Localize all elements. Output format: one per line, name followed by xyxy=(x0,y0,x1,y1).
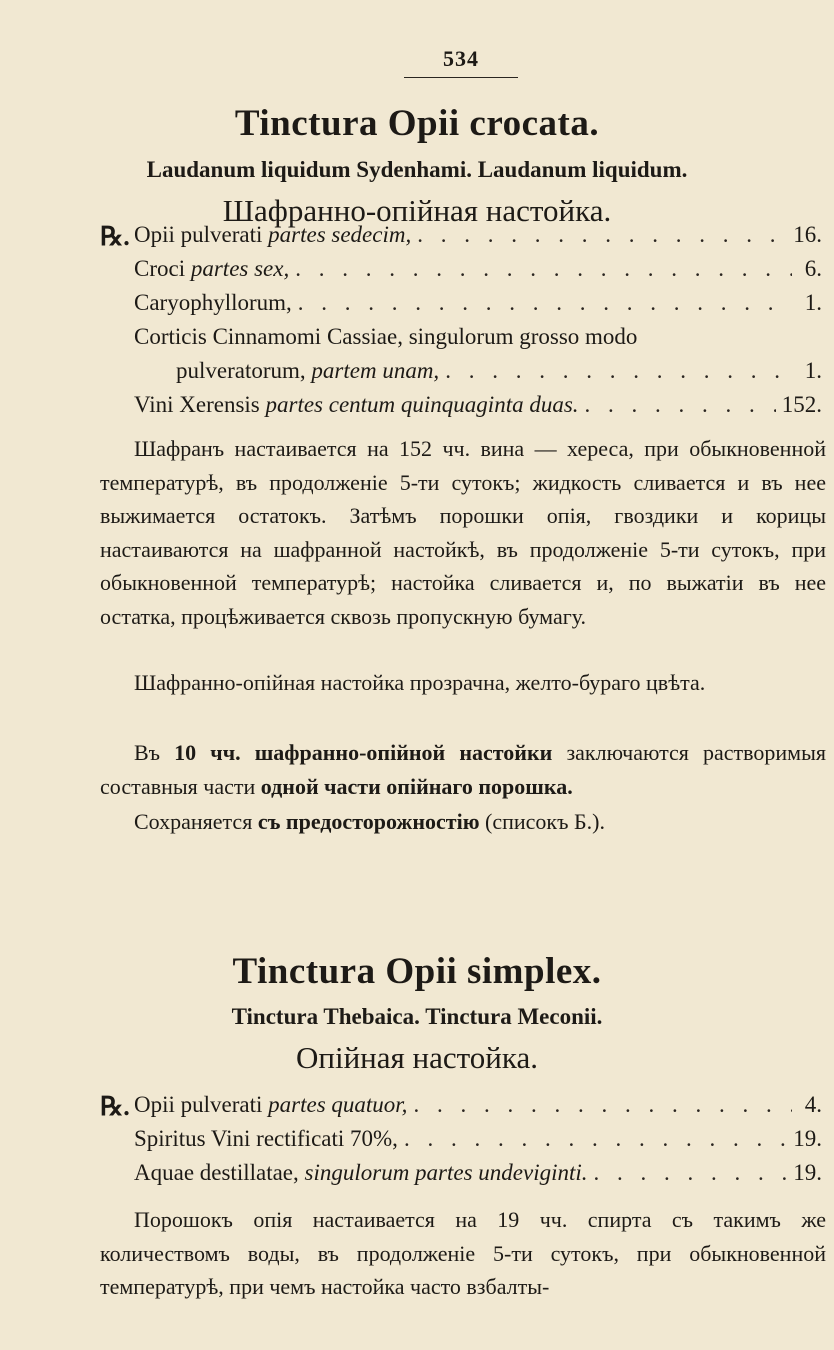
section1-paragraph-1: Шафранъ настаивается на 152 чч. вина — хереса, при обыкновенной температурѣ, въ продолженiе 5-ти сутокъ; жидкость сливается и въ нее выжимается остатокъ. Затѣмъ порошки опiя, гвоздики и корицы настаиваются на шафранной настойкѣ, въ продолженiе 5-ти сутокъ, при обыкновенной температурѣ; настойка сливается и, по выжатiи въ нее остатка, процѣживается сквозь пропускную бумагу. xyxy=(100,436,826,629)
section2-title: Tinctura Opii simplex. xyxy=(232,951,602,992)
section1-ingredient xyxy=(134,256,822,290)
section1-ingredient xyxy=(176,358,822,392)
section1-rx-symbol: ℞. xyxy=(100,222,130,251)
ingredient-name: Opii pulverati partes sedecim, xyxy=(134,222,412,247)
ingredient-name: Aquae destillatae, singulorum partes undeviginti. xyxy=(134,1160,588,1185)
page-number-rule xyxy=(404,77,518,78)
leader-dots xyxy=(594,1160,788,1186)
ingredient-name: Corticis Cinnamomi Cassiae, singulorum grosso modo xyxy=(134,324,638,349)
leader-dots xyxy=(295,256,792,282)
ingredient-qty: 4. xyxy=(804,1092,822,1117)
ingredient-name: Spiritus Vini rectificati 70%, xyxy=(134,1126,398,1151)
section2-ingredient xyxy=(134,1126,822,1160)
ingredient-name: Vini Xerensis partes centum quinquaginta duas. xyxy=(134,392,579,417)
section1-synonyms: Laudanum liquidum Sydenhami. Laudanum liquidum. xyxy=(146,157,688,182)
leader-dots xyxy=(585,392,776,418)
ingredient-qty: 16. xyxy=(793,222,822,247)
page-number: 534 xyxy=(443,46,479,71)
ingredient-name: Croci partes sex, xyxy=(134,256,290,281)
section2-synonyms: Tinctura Thebaica. Tinctura Meconii. xyxy=(231,1004,603,1029)
ingredient-qty: 1. xyxy=(804,358,822,383)
leader-dots xyxy=(298,290,792,316)
section2-ingredient xyxy=(134,1160,822,1194)
leader-dots xyxy=(445,358,792,384)
section1-paragraph-4: Сохраняется съ предосторожностiю (списокъ Б.). xyxy=(134,809,605,834)
section1-ingredient xyxy=(134,392,822,426)
leader-dots xyxy=(413,1092,792,1118)
section1-russian-title: Шафранно-опiйная настойка. xyxy=(222,193,612,228)
section1-title: Tinctura Opii crocata. xyxy=(234,103,600,144)
ingredient-name: Opii pulverati partes quatuor, xyxy=(134,1092,408,1117)
ingredient-qty: 19. xyxy=(793,1126,822,1151)
ingredient-name: pulveratorum, partem unam, xyxy=(176,358,440,383)
section1-ingredient xyxy=(134,324,822,358)
section1-ingredient xyxy=(134,222,822,256)
leader-dots xyxy=(404,1126,787,1152)
section1-paragraph-3: Въ 10 чч. шафранно-опiйной настойки заключаются растворимыя составныя части одной части опiйнаго порошка. xyxy=(100,740,827,799)
section2-ingredient xyxy=(134,1092,822,1126)
ingredient-qty: 6. xyxy=(804,256,822,281)
ingredient-qty: 1. xyxy=(804,290,822,315)
section2-paragraph-1: Порошокъ опiя настаивается на 19 чч. спирта съ такимъ же количествомъ воды, въ продолженiе 5-ти сутокъ, при обыкновенной температурѣ, при чемъ настойка часто взбалты- xyxy=(100,1207,826,1299)
leader-dots xyxy=(417,222,787,248)
ingredient-qty: 152. xyxy=(781,392,822,417)
section1-paragraph-2: Шафранно-опiйная настойка прозрачна, желто-бураго цвѣта. xyxy=(134,670,706,695)
ingredient-name: Caryophyllorum, xyxy=(134,290,292,315)
section2-russian-title: Опiйная настойка. xyxy=(296,1040,538,1075)
section1-ingredient xyxy=(134,290,822,324)
section2-rx-symbol: ℞. xyxy=(100,1092,130,1121)
ingredient-qty: 19. xyxy=(793,1160,822,1185)
